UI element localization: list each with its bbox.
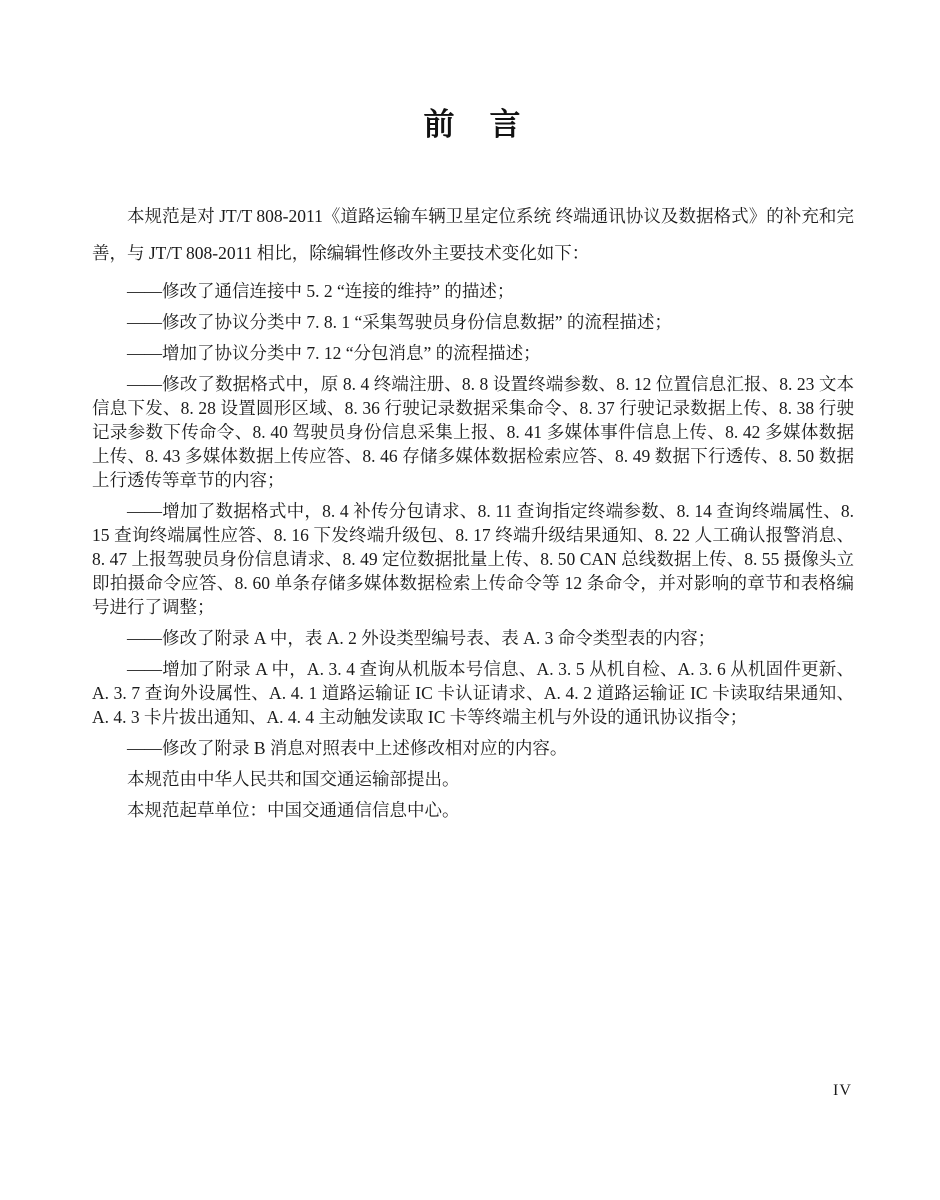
issuer-paragraph: 本规范由中华人民共和国交通运输部提出。 [127,769,460,789]
change-item-appendix-a-added: ——增加了附录 A 中，A. 3. 4 查询从机版本号信息、A. 3. 5 从机自检、A. 3. 6 从机固件更新、A. 3. 7 查询外设属性、A. 4. 1 道路运输证 IC 卡认证请求、A. 4. 2 道路运输证 IC 卡读取结果通知、A. 4. 3 卡片拔出通知、A. 4. 4 主动触发读取 IC 卡等终端主机与外设的通讯协议指令； [92,659,854,727]
change-item-protocol-packet: ——增加了协议分类中 7. 12 “分包消息” 的流程描述； [127,343,541,363]
page-title: 前 言 [423,107,523,142]
change-item-appendix-a-modified: ——修改了附录 A 中，表 A. 2 外设类型编号表、表 A. 3 命令类型表的内容； [127,628,716,648]
change-item-data-format-added: ——增加了数据格式中，8. 4 补传分包请求、8. 11 查询指定终端参数、8. 14 查询终端属性、8. 15 查询终端属性应答、8. 16 下发终端升级包、8. 17 终端升级结果通知、8. 22 人工确认报警消息、8. 47 上报驾驶员身份信息请求、8. 49 定位数据批量上传、8. 50 CAN 总线数据上传、8. 55 摄像头立即拍摄命令应答、8. 60 单条存储多媒体数据检索上传命令等 12 条命令，并对影响的章节和表格编号进行了调整； [92,501,854,617]
page-number: IV [833,1082,852,1099]
change-item-protocol-driver-id: ——修改了协议分类中 7. 8. 1 “采集驾驶员身份信息数据” 的流程描述； [127,312,672,332]
foreword-section [92,108,854,829]
change-item-data-format-modified: ——修改了数据格式中，原 8. 4 终端注册、8. 8 设置终端参数、8. 12 位置信息汇报、8. 23 文本信息下发、8. 28 设置圆形区域、8. 36 行驶记录数据采集命令、8. 37 行驶记录数据上传、8. 38 行驶记录参数下传命令、8. 40 驾驶员身份信息采集上报、8. 41 多媒体事件信息上传、8. 42 多媒体数据上传、8. 43 多媒体数据上传应答、8. 46 存储多媒体数据检索应答、8. 49 数据下行透传、8. 50 数据上行透传等章节的内容； [92,374,854,490]
intro-paragraph: 本规范是对 JT/T 808-2011《道路运输车辆卫星定位系统 终端通讯协议及数据格式》的补充和完善，与 JT/T 808-2011 相比，除编辑性修改外主要技术变化如下： [92,206,854,263]
change-item-connection: ——修改了通信连接中 5. 2 “连接的维持” 的描述； [127,281,515,301]
change-item-appendix-b: ——修改了附录 B 消息对照表中上述修改相对应的内容。 [127,738,568,758]
drafter-paragraph: 本规范起草单位：中国交通通信信息中心。 [127,800,460,820]
